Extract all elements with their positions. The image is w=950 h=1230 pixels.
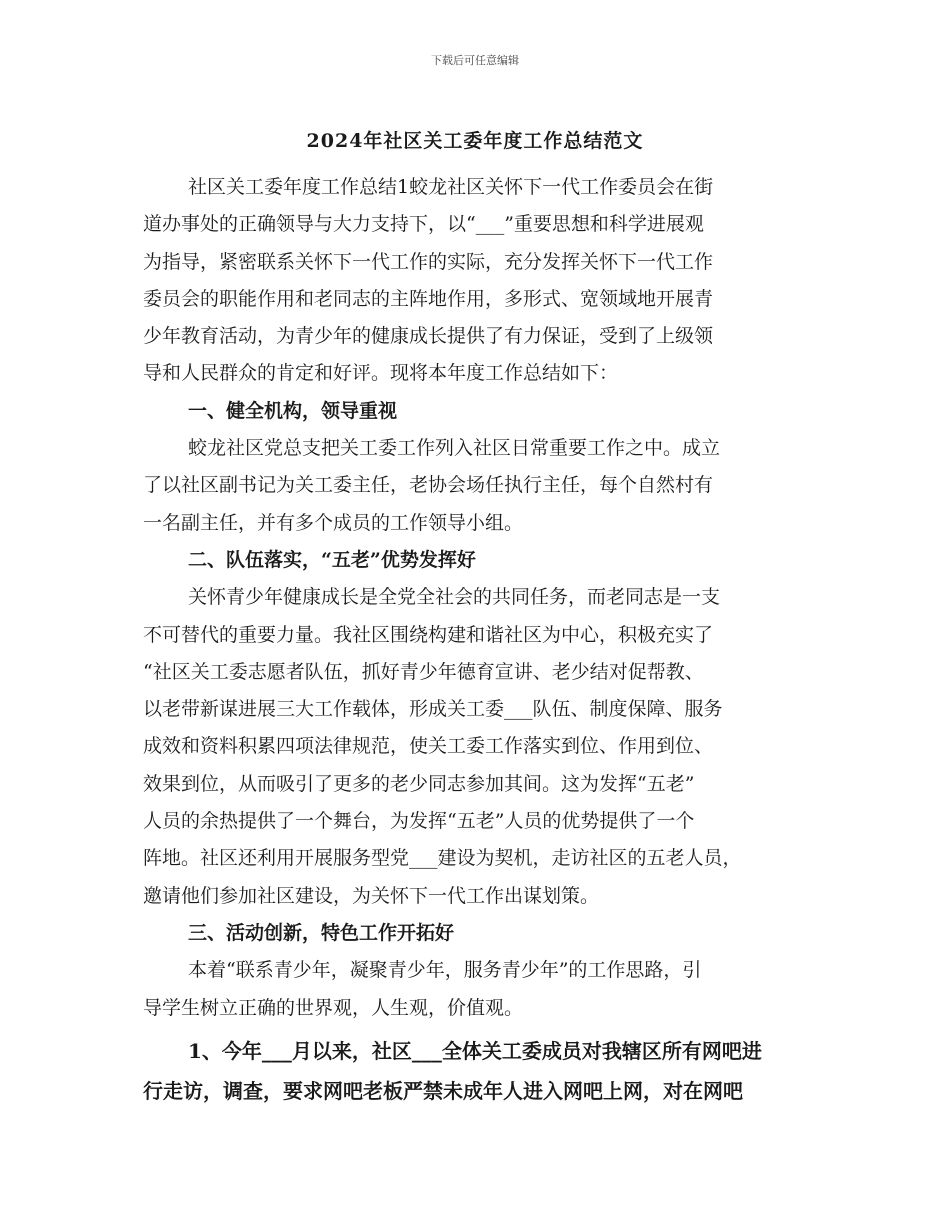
paragraph-line: 导学生树立正确的世界观，人生观，价值观。 [143, 996, 524, 1019]
paragraph-line: 以老带新谋进展三大工作载体，形成关工委___队伍、制度保障、服务 [143, 698, 723, 721]
paragraph-line: 委员会的职能作用和老同志的主阵地作用，多形式、宽领域地开展青 [143, 287, 714, 310]
paragraph-line: 导和人民群众的肯定和好评。现将本年度工作总结如下： [143, 362, 619, 385]
paragraph-line: 效果到位，从而吸引了更多的老少同志参加其间。这为发挥“五老” [143, 772, 695, 795]
paragraph-line: “社区关工委志愿者队伍，抓好青少年德育宣讲、老少结对促帮教、 [143, 660, 704, 683]
paragraph-line: 少年教育活动，为青少年的健康成长提供了有力保证，受到了上级领 [143, 325, 714, 348]
section-heading: 一、健全机构，领导重视 [188, 399, 398, 422]
bold-paragraph-line: 行走访，调查，要求网吧老板严禁未成年人进入网吧上网，对在网吧 [143, 1078, 743, 1103]
paragraph-line: 阵地。社区还利用开展服务型党___建设为契机，走访社区的五老人员， [143, 847, 742, 870]
paragraph-line: 社区关工委年度工作总结1蛟龙社区关怀下一代工作委员会在街 [188, 176, 714, 198]
page-header: 下载后可任意编辑 [431, 54, 519, 67]
paragraph-line: 邀请他们参加社区建设，为关怀下一代工作出谋划策。 [143, 884, 600, 907]
section-heading: 二、队伍落实，“五老”优势发挥好 [188, 548, 476, 571]
paragraph-line: 本着“联系青少年，凝聚青少年，服务青少年”的工作思路，引 [188, 959, 702, 982]
paragraph-line: 蛟龙社区党总支把关工委工作列入社区日常重要工作之中。成立 [188, 437, 721, 460]
paragraph-line: 人员的余热提供了一个舞台，为发挥“五老”人员的优势提供了一个 [143, 810, 695, 833]
document-body [143, 169, 813, 1111]
paragraph-line: 为指导，紧密联系关怀下一代工作的实际，充分发挥关怀下一代工作 [143, 250, 714, 273]
paragraph-line: 不可替代的重要力量。我社区围绕构建和谐社区为中心，积极充实了 [143, 623, 714, 646]
paragraph-line: 关怀青少年健康成长是全党全社会的共同任务，而老同志是一支 [188, 586, 721, 609]
section-heading: 三、活动创新，特色工作开拓好 [188, 921, 455, 944]
paragraph-line: 了以社区副书记为关工委主任，老协会场任执行主任，每个自然村有 [143, 474, 714, 497]
document-title: 2024年社区关工委年度工作总结范文 [306, 130, 644, 152]
paragraph-line: 成效和资料积累四项法律规范，使关工委工作落实到位、作用到位、 [143, 735, 714, 758]
paragraph-line: 道办事处的正确领导与大力支持下，以“___”重要思想和科学进展观 [143, 213, 704, 236]
paragraph-line: 一名副主任，并有多个成员的工作领导小组。 [143, 511, 524, 534]
bold-paragraph-line: 1、今年___月以来，社区___全体关工委成员对我辖区所有网吧进 [188, 1038, 762, 1063]
